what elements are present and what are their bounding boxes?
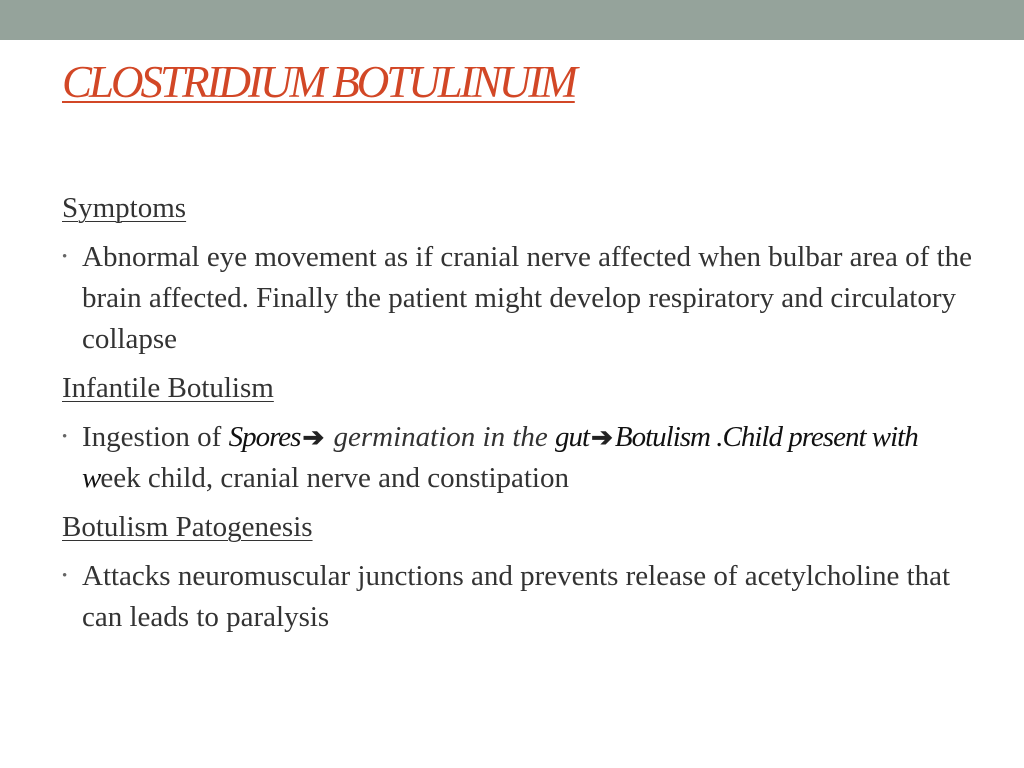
section-heading-infantile-botulism: Infantile Botulism: [62, 372, 274, 404]
bullet-infantile-botulism: [62, 417, 982, 499]
slide-title: CLOSTRIDIUM BOTULINUIM: [62, 57, 575, 107]
arrow-right-icon: ➔: [302, 423, 325, 452]
arrow-right-icon: ➔: [591, 423, 613, 452]
top-accent-bar: [0, 0, 1024, 40]
slide-body: [62, 188, 982, 646]
bullet-dot-icon: •: [62, 429, 68, 445]
bullet-dot-icon: •: [62, 249, 68, 265]
bullet-text-part: eek child, cranial nerve and constipation: [100, 462, 569, 494]
botulism-child-text: Botulism .Child present with w: [82, 421, 918, 494]
section-heading-botulism-patogenesis: Botulism Patogenesis: [62, 511, 313, 543]
bullet-text: Attacks neuromuscular junctions and prevents release of acetylcholine that can leads to paralysis: [82, 560, 951, 633]
spores-term: Spores: [228, 421, 301, 453]
bullet-text-part: Ingestion of: [82, 421, 229, 453]
bullet-symptoms: [62, 237, 982, 360]
section-heading-symptoms: Symptoms: [62, 192, 187, 224]
gut-term: gut: [555, 421, 590, 453]
bullet-dot-icon: •: [62, 568, 68, 584]
germination-text: germination in the: [326, 421, 556, 453]
bullet-botulism-patogenesis: [62, 556, 982, 638]
bullet-text: Abnormal eye movement as if cranial nerve affected when bulbar area of the brain affected. Finally the patient might develop respiratory and circulatory collapse: [82, 241, 972, 355]
